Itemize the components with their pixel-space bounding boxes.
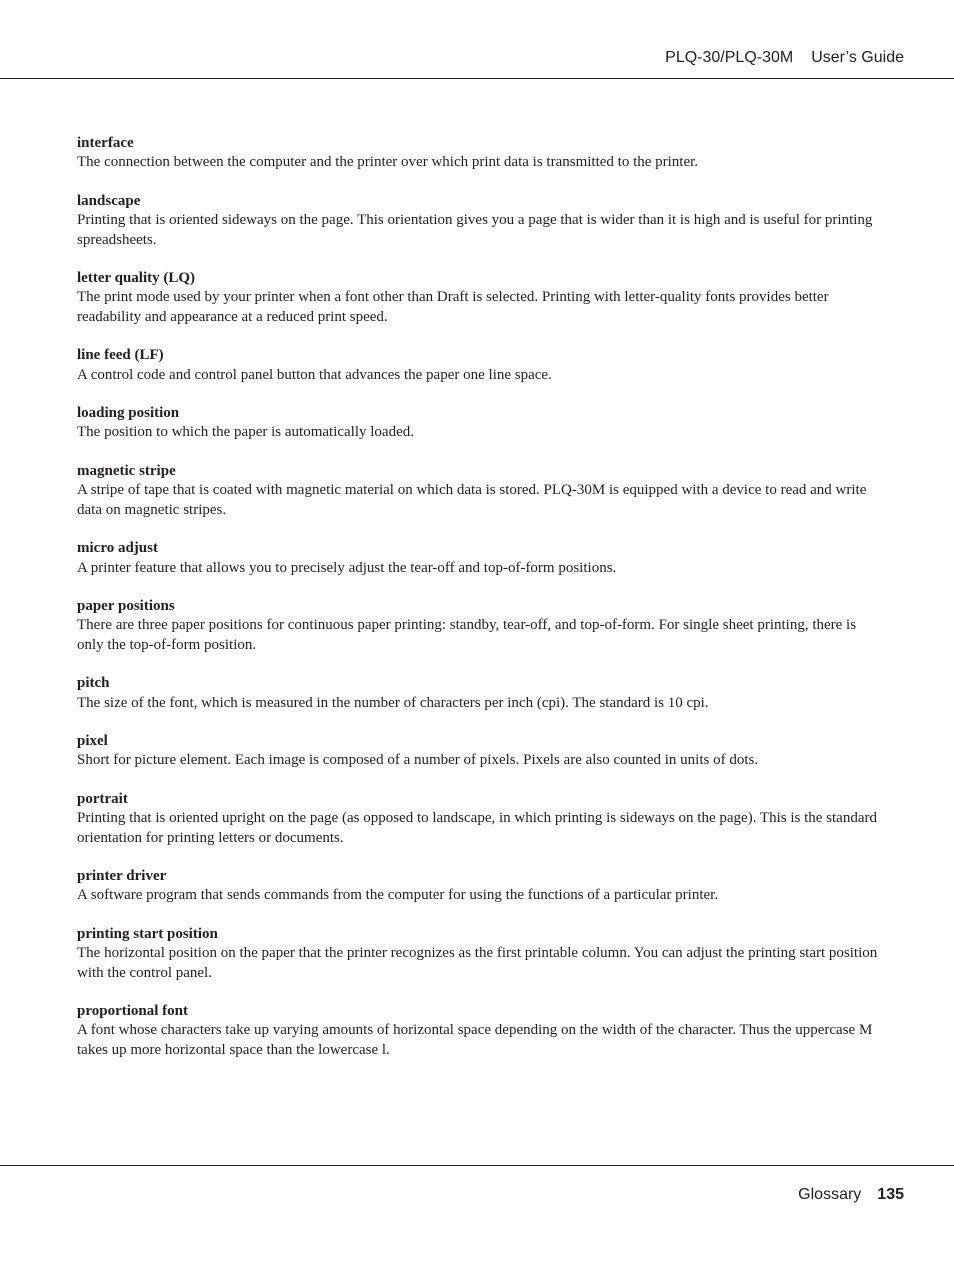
page-footer xyxy=(0,1165,954,1226)
glossary-term: pixel xyxy=(77,732,108,749)
glossary-definition: Printing that is oriented upright on the page (as opposed to landscape, in which printing is sideways on the page). This is the standard orientation for printing letters or documents. xyxy=(77,810,877,846)
glossary-term: letter quality (LQ) xyxy=(77,270,196,287)
glossary-term: proportional font xyxy=(77,1003,188,1019)
glossary-entry xyxy=(77,867,880,906)
header-model: PLQ-30/PLQ-30M xyxy=(665,49,794,66)
glossary-term: portrait xyxy=(77,790,128,807)
glossary-definition: There are three paper positions for continuous paper printing: standby, tear-off, and top-of-form. For single sheet printing, there is only the top-of-form position. xyxy=(77,617,857,653)
glossary-definition: A printer feature that allows you to precisely adjust the tear-off and top-of-form positions. xyxy=(77,559,617,576)
glossary-entry xyxy=(77,674,880,713)
glossary-entry xyxy=(77,269,880,327)
footer-section: Glossary xyxy=(798,1186,862,1203)
glossary-entry xyxy=(77,404,880,443)
glossary-entry xyxy=(77,732,880,771)
page-number: 135 xyxy=(877,1186,904,1203)
glossary-definition: Printing that is oriented sideways on the page. This orientation gives you a page that is wider than it is high and is useful for printing spreadsheets. xyxy=(77,212,873,248)
glossary-entry xyxy=(77,462,880,520)
glossary-entry xyxy=(77,925,880,983)
glossary-term: pitch xyxy=(77,675,110,692)
glossary-definition: A control code and control panel button that advances the paper one line space. xyxy=(77,366,552,383)
glossary-list xyxy=(77,134,880,1079)
glossary-definition: A font whose characters take up varying amounts of horizontal space depending on the width of the character. Thus the uppercase M takes up more horizontal space than the lowercase l. xyxy=(77,1022,873,1058)
glossary-definition: The position to which the paper is automatically loaded. xyxy=(77,424,414,441)
glossary-term: printing start position xyxy=(77,925,218,942)
glossary-term: line feed (LF) xyxy=(77,347,164,364)
glossary-term: loading position xyxy=(77,405,180,422)
glossary-definition: A stripe of tape that is coated with magnetic material on which data is stored. PLQ-30M is equipped with a device to read and write data on magnetic stripes. xyxy=(77,482,867,518)
glossary-term: landscape xyxy=(77,192,141,209)
glossary-definition: The size of the font, which is measured in the number of characters per inch (cpi). The standard is 10 cpi. xyxy=(77,694,709,711)
glossary-entry xyxy=(77,539,880,578)
glossary-term: micro adjust xyxy=(77,540,158,557)
glossary-entry xyxy=(77,597,880,655)
glossary-definition: A software program that sends commands from the computer for using the functions of a particular printer. xyxy=(77,887,719,904)
glossary-entry xyxy=(77,192,880,250)
footer-info xyxy=(798,1185,904,1205)
header-title xyxy=(665,48,904,68)
glossary-definition: The horizontal position on the paper that the printer recognizes as the first printable column. You can adjust the printing start position with the control panel. xyxy=(77,945,878,981)
glossary-definition: The connection between the computer and the printer over which print data is transmitted to the printer. xyxy=(77,154,699,171)
glossary-definition: The print mode used by your printer when a font other than Draft is selected. Printing with letter-quality fonts provides better readability and appearance at a reduced print speed. xyxy=(77,289,829,325)
glossary-entry xyxy=(77,134,880,173)
glossary-term: magnetic stripe xyxy=(77,462,176,479)
glossary-entry xyxy=(77,346,880,385)
glossary-entry xyxy=(77,1002,880,1060)
header-guide: User’s Guide xyxy=(811,49,904,66)
glossary-term: paper positions xyxy=(77,597,175,614)
glossary-term: interface xyxy=(77,135,134,151)
glossary-definition: Short for picture element. Each image is composed of a number of pixels. Pixels are also counted in units of dots. xyxy=(77,752,759,769)
glossary-term: printer driver xyxy=(77,867,167,884)
page-header xyxy=(0,0,954,79)
glossary-entry xyxy=(77,790,880,848)
